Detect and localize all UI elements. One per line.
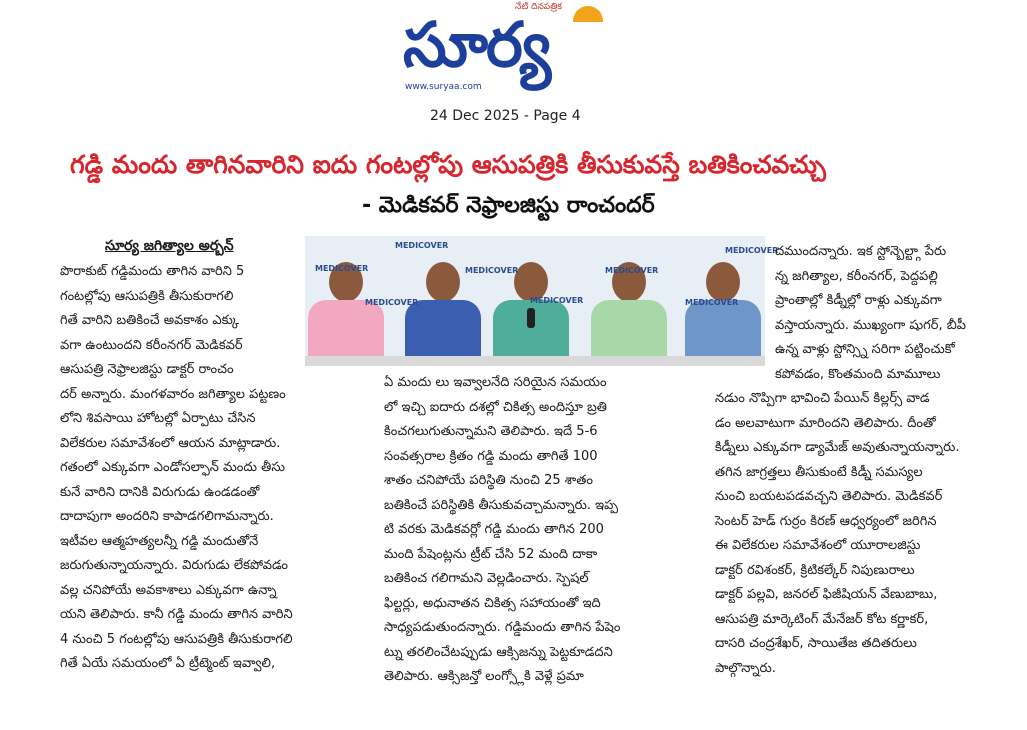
article-column-1 — [60, 260, 293, 677]
backdrop-logo-text: MEDICOVER — [605, 266, 659, 275]
text-line: దాదాపుగా అందరిని కాపాడగలిగామన్నారు. — [60, 509, 274, 524]
text-line: గితే వారిని బతికించే అవకాశం ఎక్కు — [60, 313, 239, 328]
person-figure — [591, 262, 667, 366]
microphone-icon — [527, 308, 535, 328]
text-line: ఈ విలేకరుల సమావేశంలో యూరాలజిస్టు — [715, 538, 921, 553]
text-line: విలేకరుల సమావేశంలో ఆయన మాట్లాడారు. — [60, 435, 281, 451]
text-line: దముందన్నారు. ఇక స్టోన్బెల్ట్గా పేరు — [775, 244, 947, 259]
text-line: గంటల్లోపు ఆసుపత్రికి తీసుకురాగలి — [60, 288, 234, 304]
text-line: గతంలో ఎక్కువగా ఎండోసల్ఫాన్ మందు తీసు — [60, 460, 285, 475]
text-line: ఆసుపత్రి నెఫ్రాలజిస్టు డాక్టర్ రాంచం — [60, 362, 234, 377]
sun-logo-icon — [573, 6, 603, 22]
text-line: సంవత్సరాల క్రితం గడ్డి మందు తాగితే 100 — [384, 448, 598, 464]
press-meet-photo — [305, 236, 779, 366]
article-column-2 — [384, 371, 620, 690]
text-line: ఇటీవల ఆత్మహత్యలన్నీ గడ్డి మందుతోనే — [60, 533, 259, 549]
text-line: లో ఇచ్చి ఐదారు దశల్లో చికిత్స అందిస్తూ బ్రతి — [384, 399, 607, 415]
text-line: బతికించే పరిస్థితికి తీసుకువచ్చామన్నారు. ఇప్ప — [384, 497, 619, 513]
text-line: డం అలవాటుగా మారిందని తెలిపారు. దీంతో — [715, 415, 936, 431]
text-line: దర్ అన్నారు. మంగళవారం జగిత్యాల పట్టణం — [60, 386, 286, 402]
backdrop-logo-text: MEDICOVER — [530, 296, 584, 305]
newspaper-logo: సూర్య — [403, 8, 550, 81]
text-line: న్న జగిత్యాల, కరీంనగర్, పెద్దపల్లి — [775, 268, 938, 284]
masthead-tagline: నేటి దినపత్రిక — [515, 2, 562, 12]
text-line: జరుగుతున్నాయన్నారు. విరుగుడు లేకపోవడం — [60, 558, 288, 573]
text-line: తగిన జాగ్రత్తలు తీసుకుంటే కిడ్నీ సమస్యల — [715, 464, 923, 480]
text-line: బతికించ గలిగామని వెల్లడించారు. స్పెషల్ — [384, 571, 589, 586]
text-line: ప్రాంతాల్లో కిడ్నీల్లో రాళ్లు ఎక్కువగా — [775, 293, 942, 308]
text-line: డాక్టర్ రవిశంకర్, క్రిటికల్కేర్ నిపుణురాలు — [715, 562, 915, 578]
text-line: ఏ మందు లు ఇవ్వాలనేది సరియైన సమయం — [384, 375, 607, 390]
text-line: ఆసుపత్రి మార్కెటింగ్ మేనేజర్ కోట కర్ణాకర్, — [715, 611, 929, 627]
text-line: కునే వారిని దానికి విరుగుడు ఉండడంతో — [60, 484, 260, 500]
article-headline: గడ్డి మందు తాగినవారిని ఐదు గంటల్లోపు ఆసుపత్రికి తీసుకువస్తే బతికించవచ్చు — [70, 150, 826, 179]
text-line: టి వరకు మెడికవర్లో గడ్డి మందు తాగిన 200 — [384, 522, 604, 537]
backdrop-logo-text: MEDICOVER — [395, 241, 449, 250]
text-line: కిడ్నీలు ఎక్కువగా డ్యామేజ్ అవుతున్నాయన్నారు. — [715, 440, 960, 455]
text-line: వగా ఉంటుందని కరీంనగర్ మెడికవర్ — [60, 337, 243, 353]
text-line: సాధ్యపడుతుందన్నారు. గడ్డిమందు తాగిన పేషెం — [384, 620, 621, 635]
text-line: ఉన్న వాళ్లు స్టోన్స్ని సరిగా పట్టించుకో — [775, 342, 955, 357]
backdrop-logo-text: MEDICOVER — [365, 298, 419, 307]
backdrop-logo-text: MEDICOVER — [725, 246, 779, 255]
masthead-url: www.suryaa.com — [405, 82, 482, 92]
press-table — [305, 356, 765, 366]
masthead — [395, 2, 635, 98]
text-line: శాతం చనిపోయే పరిస్థితి నుంచి 25 శాతం — [384, 473, 593, 488]
text-line: యని తెలిపారు. కానీ గడ్డి మందు తాగిన వారిని — [60, 607, 293, 622]
text-line: తెలిపారు. ఆక్సిజన్తో లంగ్స్లోకి వెళ్లే ప్రమా — [384, 669, 584, 684]
text-line: లోని శివసాయి హోటల్లో ఏర్పాటు చేసిన — [60, 411, 256, 426]
text-line: దాసరి చంద్రశేఖర్, సాయితేజ తదితరులు — [715, 636, 917, 651]
text-line: గితే ఏయే సమయంలో ఏ ట్రీట్మెంట్ ఇవ్వాలి, — [60, 656, 276, 671]
text-line: కపోవడం, కొంతమంది మామూలు — [775, 366, 941, 382]
text-line: వల్ల చనిపోయే అవకాశాలు ఎక్కువగా ఉన్నా — [60, 582, 277, 598]
dateline: 24 Dec 2025 - Page 4 — [430, 108, 581, 124]
text-line: కించగలుగుతున్నామని తెలిపారు. ఇదే 5-6 — [384, 424, 598, 439]
person-figure — [308, 262, 384, 366]
text-line: వస్తాయన్నారు. ముఖ్యంగా షుగర్, బీపీ — [775, 317, 966, 333]
text-line: పాల్గొన్నారు. — [715, 660, 776, 676]
backdrop-logo-text: MEDICOVER — [315, 264, 369, 273]
byline: సూర్య జగిత్యాల అర్బన్ — [105, 238, 234, 254]
text-line: ట్ను తరలించేటప్పుడు ఆక్సిజన్ను పెట్టకూడదని — [384, 644, 613, 660]
article-subhead: - మెడికవర్ నెఫ్రాలజిస్టు రాంచందర్ — [362, 193, 655, 218]
text-line: ఫిల్టర్లు, అధునాతన చికిత్స సహాయంతో ఇది — [384, 595, 601, 611]
backdrop-logo-text: MEDICOVER — [685, 298, 739, 307]
article-column-3 — [715, 240, 966, 681]
text-line: సెంటర్ హెడ్ గుర్రం కిరణ్ ఆధ్వర్యంలో జరిగిన — [715, 513, 937, 529]
backdrop-logo-text: MEDICOVER — [465, 266, 519, 275]
text-line: పొరాకుట్ గడ్డిమందు తాగిన వారిని 5 — [60, 264, 245, 279]
person-figure — [405, 262, 481, 366]
text-line: 4 నుంచి 5 గంటల్లోపు ఆసుపత్రికి తీసుకురాగలి — [60, 631, 293, 647]
text-line: డాక్టర్ పల్లవి, జనరల్ ఫిజీషియన్ వేణుబాబు, — [715, 587, 938, 602]
text-line: నడుం నొప్పిగా భావించి పేయిన్ కిల్లర్స్ వాడ — [715, 391, 930, 406]
text-line: మంది పేషెంట్లను ట్రీట్ చేసి 52 మంది దాకా — [384, 546, 598, 562]
person-head — [426, 262, 460, 302]
text-line: నుంచి బయటపడవచ్చని తెలిపారు. మెడికవర్ — [715, 489, 943, 504]
